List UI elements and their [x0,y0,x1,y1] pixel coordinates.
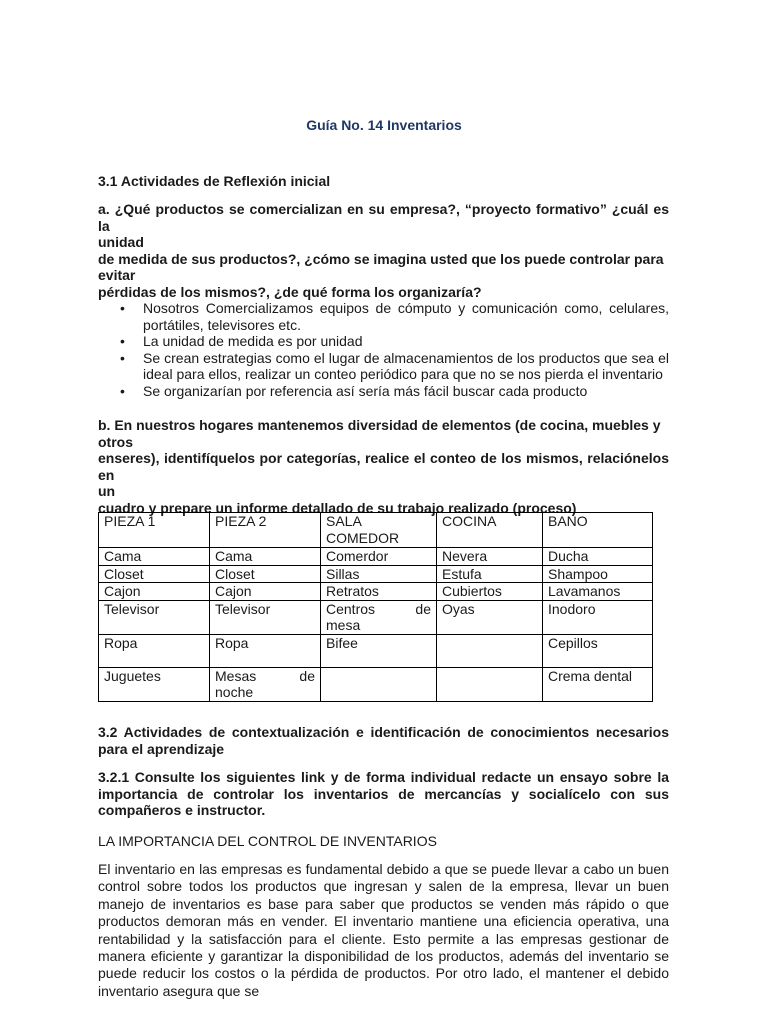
table-cell: Bifee [321,634,437,667]
table-header-cell: BANO [543,513,653,548]
table-cell: Ropa [99,634,210,667]
bullet-item: • Se organizarían por referencia así sería más fácil buscar cada producto [98,383,669,400]
table-cell: Cajon [99,583,210,601]
table-cell: Retratos [321,583,437,601]
table-cell: Inodoro [543,600,653,634]
table-header-cell: PIEZA 1 [99,513,210,548]
table-cell: Ropa [210,634,321,667]
table-row [99,600,653,634]
table-cell: Closet [99,565,210,583]
table-cell: Cama [210,548,321,566]
table-cell: Oyas [437,600,543,634]
table-header-row [99,513,653,548]
table-cell: Cajon [210,583,321,601]
table-cell: Sillas [321,565,437,583]
table-cell: Crema dental [543,667,653,701]
table-cell: Shampoo [543,565,653,583]
question-b-line: otros [98,433,133,450]
question-a-line: unidad [98,234,144,250]
question-b-line: enseres), identifíquelos por categorías, realice el conteo de los mismos, relaciónelos en [98,450,669,483]
table-cell: Closet [210,565,321,583]
table-cell: Comerdor [321,548,437,566]
essay-paragraph: El inventario en las empresas es fundamental debido a que se puede llevar a cabo un buen control sobre todos los productos que ingresan y salen de la empresa, llevar un buen manejo de inventarios es base para saber que productos se venden más rápido o que productos demoran más en vender. El inventario mantiene una eficiencia operativa, una rentabilidad y la satisfacción para el cliente. Esto permite a las empresas gestionar de manera eficiente y garantizar la disponibilidad de los productos, además del inventario se puede reducir los costos o la pérdida de productos. Por otro lado, el mantener el debido inventario asegura que se [98,861,669,999]
question-b-line: un [98,483,116,499]
section-3-1-heading: 3.1 Actividades de Reflexión inicial [98,173,331,189]
table-row [99,583,653,601]
table-header-cell: COCINA [437,513,543,548]
table-cell: Mesas de noche [210,667,321,701]
question-a [98,201,669,300]
answer-a-bullet-list [98,300,669,399]
table-cell: Televisor [210,600,321,634]
table-cell: Juguetes [99,667,210,701]
table-header-cell: SALA COMEDOR [321,513,437,548]
table-cell: Ducha [543,548,653,566]
table-row [99,667,653,701]
table-cell [321,667,437,701]
document-title: Guía No. 14 Inventarios [306,117,462,133]
question-a-line: evitar [98,267,136,283]
section-3-2-1-heading: 3.2.1 Consulte los siguientes link y de forma individual redacte un ensayo sobre la importancia de controlar los inventarios de mercancías y socialícelo con sus compañeros e instructor. [98,769,669,818]
table-row [99,548,653,566]
household-inventory-table [98,512,653,702]
table-cell: Cepillos [543,634,653,667]
question-a-line: a. ¿Qué productos se comercializan en su empresa?, “proyecto formativo” ¿cuál es la [98,201,669,234]
bullet-item: • La unidad de medida es por unidad [98,333,669,350]
table-cell [437,667,543,701]
table-cell: Lavamanos [543,583,653,601]
table-cell: Cubiertos [437,583,543,601]
table-cell: Nevera [437,548,543,566]
essay-title: LA IMPORTANCIA DEL CONTROL DE INVENTARIOS [98,833,437,849]
section-3-2-heading: 3.2 Actividades de contextualización e identificación de conocimientos necesarios para el aprendizaje [98,724,669,757]
bullet-item: • Nosotros Comercializamos equipos de cómputo y comunicación como, celulares, portátiles, televisores etc. [98,300,669,333]
table-cell: Televisor [99,600,210,634]
table-cell [437,634,543,667]
table-header-cell: PIEZA 2 [210,513,321,548]
table-cell: Estufa [437,565,543,583]
question-a-line: pérdidas de los mismos?, ¿de qué forma los organizaría? [98,283,482,300]
bullet-item: • Se crean estrategias como el lugar de almacenamientos de los productos que sea el ideal para ellos, realizar un conteo periódico para que no se nos pierda el inventario [98,350,669,383]
question-b [98,417,669,516]
question-b-line: b. En nuestros hogares mantenemos diversidad de elementos (de cocina, muebles y [98,417,661,433]
question-a-line: de medida de sus productos?, ¿cómo se imagina usted que los puede controlar para [98,250,664,267]
question-b-line: cuadro y prepare un informe detallado de su trabajo realizado (proceso) [98,499,577,516]
table-row [99,634,653,667]
table-cell: Centros de mesa [321,600,437,634]
table-row [99,565,653,583]
table-cell: Cama [99,548,210,566]
